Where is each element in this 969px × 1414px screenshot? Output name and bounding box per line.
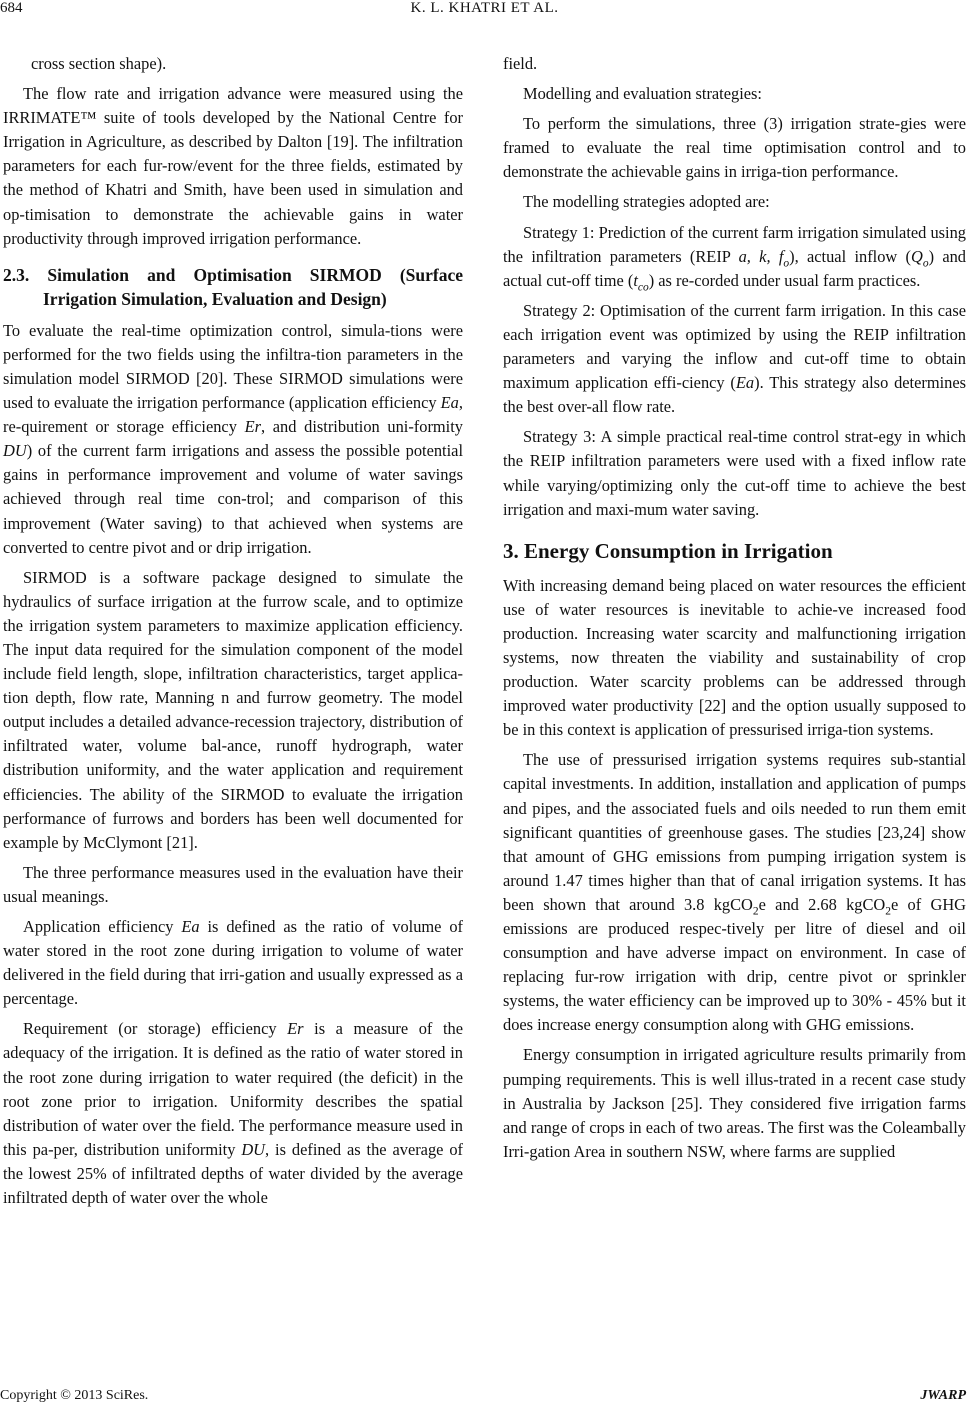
right-column [503,52,966,1170]
paragraph: With increasing demand being placed on water resources the efficient use of water resources is inevitable to achie-ve increased food production. Increasing water scarcity and malfunctioning irrigation systems, now threaten the viability and sustainability of crop production. Water scarcity problems can be addressed through improved water productivity [22] and the option usually supposed to be in this context is application of pressurised irriga-tion systems. [503,575,966,740]
paragraph: Requirement (or storage) efficiency Er is a measure of the adequacy of the irrigation. It is defined as the ratio of water stored in the root zone during irrigation to water required (the deficit) in the root zone prior to irrigation. Uniformity describes the spatial distribution of water over the field. The performance measure used in this pa-per, distribution uniformity DU, is defined as the average of the lowest 25% of infiltrated depths of water divided by the average infiltrated depth of water over the whole [3,1019,463,1208]
section-heading: 3. Energy Consumption in Irrigation [503,538,833,563]
paragraph: Strategy 3: A simple practical real-time control strat-egy in which the REIP infiltration parameters were used with a fixed inflow rate while varying/optimizing only the cut-off time to achieve the best irrigation and maxi-mum water saving. [503,427,966,519]
paragraph: The three performance measures used in the evaluation have their usual meanings. [3,862,463,906]
paragraph: The modelling strategies adopted are: [523,192,770,212]
paragraph: To perform the simulations, three (3) irrigation strate-gies were framed to evaluate the real time optimisation control and to demonstrate the achievable gains in irriga-tion performance. [503,114,966,182]
paragraph: To evaluate the real-time optimization control, simula-tions were performed for the two fields using the infiltra-tion parameters in the simulation model SIRMOD [20]. These SIRMOD simulations were used to evaluate the irrigation performance (application efficiency Ea, re-quirement or storage efficiency Er, and distribution uni-formity DU) of the current farm irrigations and assess the possible potential gains in performance improvement and volume of water savings achieved through real time con-trol; and comparison of this improvement (Water saving) to that achieved when systems are converted to centre pivot and or drip irrigation. [3,320,463,557]
left-column [3,52,463,1216]
paragraph: Modelling and evaluation strategies: [523,84,762,104]
paragraph: field. [503,54,538,73]
copyright-notice: Copyright © 2013 SciRes. [0,1388,149,1403]
paragraph: cross section shape). [31,54,167,73]
section-heading: 2.3. Simulation and Optimisation SIRMOD (Surface Irrigation Simulation, Evaluation and Design) [3,264,463,309]
running-title: K. L. KHATRI ET AL. [410,0,559,16]
paragraph: SIRMOD is a software package designed to simulate the hydraulics of surface irrigation at the furrow scale, and to optimize the irrigation system parameters to maximize application efficiency. The input data required for the simulation component of the model include field length, slope, infiltration characteristics, target applica-tion depth, flow rate, Manning n and furrow geometry. The model output includes a detailed advance-recession trajectory, distribution of infiltrated water, volume bal-ance, runoff hydrograph, water distribution uniformity, and the water application and requirement efficiencies. The ability of the SIRMOD to evaluate the irrigation performance of furrows and borders has been well documented for example by McClymont [21]. [3,567,463,852]
paragraph: Application efficiency Ea is defined as the ratio of volume of water stored in the root zone during irrigation to volume of water delivered in the field during that irri-gation and usually expressed as a percentage. [3,917,464,1009]
page-number: 684 [0,0,23,16]
paragraph: The use of pressurised irrigation systems requires sub-stantial capital investments. In addition, installation and application of pumps and pipes, and the associated fuels and oils needed to run them emit significant quantities of greenhouse gases. The studies [23,24] show that amount of GHG emissions from pumping irrigation system is around 1.47 times higher than that of canal irrigation systems. It has been shown that around 3.8 kgCO$_2$e and 2.68 kgCO$_2$e of GHG emissions are produced respec-tively per litre of diesel and oil consumption and have adverse impact on environment. In case of replacing fur-row irrigation with drip, centre pivot or sprinkler systems, the water efficiency can be improved up to 30% - 45% but it does increase energy consumption along with GHG emissions. [503,750,966,1035]
journal-name: JWARP [920,1388,966,1403]
paragraph: Strategy 2: Optimisation of the current farm irrigation. In this case each irrigation event was optimized by using the REIP infiltration parameters and varying the inflow and cut-off time to obtain maximum application effi-ciency (Ea). This strategy also determines the best over-all flow rate. [503,300,966,417]
paragraph: Strategy 1: Prediction of the current farm irrigation simulated using the infiltration parameters (REIP a, k, $f_o$), actual inflow $(Q_o)$ and actual cut-off time $(t_{co})$ as re-corded under usual farm practices. [503,222,967,294]
running-head [0,0,969,36]
paragraph: Energy consumption in irrigated agriculture results primarily from pumping requirements. This is well illus-trated in a recent case study in Australia by Jackson [25]. They considered five irrigation farms and range of crops in each of two areas. The first was the Coleambally Irri-gation Area in southern NSW, where farms are supplied [503,1045,966,1161]
paragraph: The flow rate and irrigation advance were measured using the IRRIMATE™ suite of tools developed by the National Centre for Irrigation in Agriculture, as described by Dalton [19]. The infiltration parameters for each fur-row/event for the three fields, estimated by the method of Khatri and Smith, have been used in simulation and op-timisation to demonstrate the achievable gains in water productivity through improved irrigation performance. [3,84,463,248]
